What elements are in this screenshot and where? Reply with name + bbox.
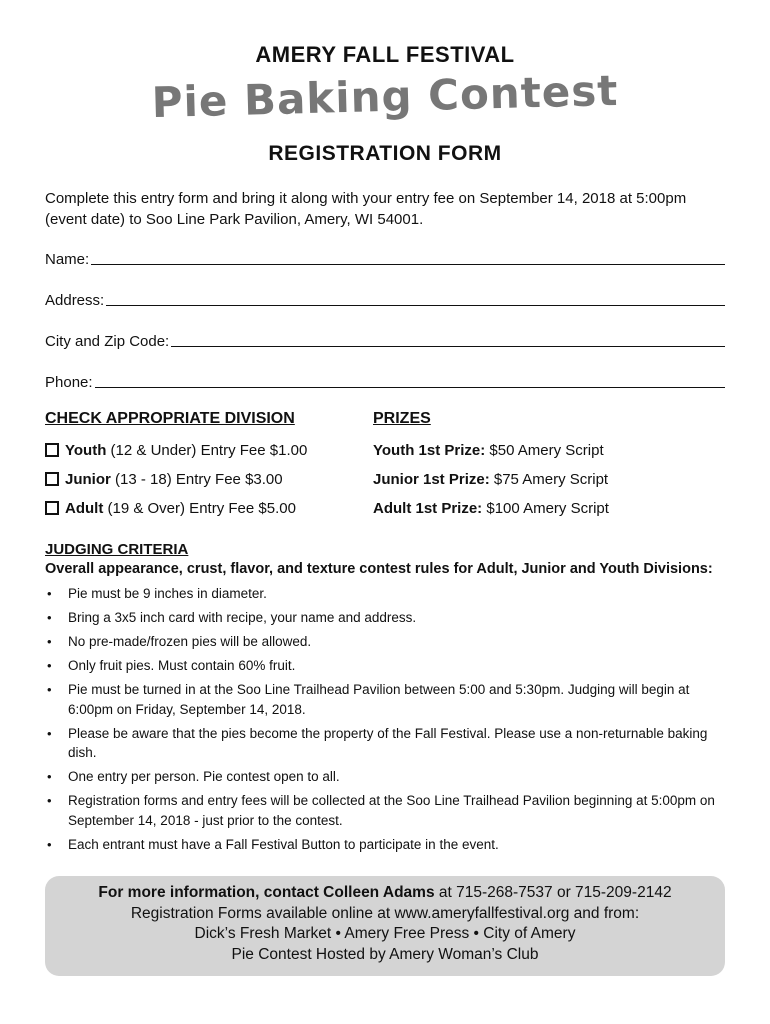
judging-subheading: Overall appearance, crust, flavor, and texture contest rules for Adult, Junior and Youth Divisions: bbox=[45, 561, 713, 577]
prize-youth bbox=[373, 440, 604, 462]
list-item bbox=[45, 584, 725, 604]
division-detail: (12 & Under) Entry Fee $1.00 bbox=[110, 442, 308, 459]
division-youth[interactable] bbox=[45, 440, 307, 462]
prize-value: $75 Amery Script bbox=[493, 471, 609, 488]
list-item bbox=[45, 608, 725, 628]
rule-text: Registration forms and entry fees will be collected at the Soo Line Trailhead Pavilion beginning at 5:00pm on September 14, 2018 - just prior to the contest. bbox=[68, 793, 715, 828]
name-field[interactable] bbox=[45, 246, 725, 268]
division-name: Youth bbox=[65, 442, 107, 459]
address-field[interactable] bbox=[45, 287, 725, 309]
bullet: • bbox=[47, 725, 52, 741]
judging-heading: JUDGING CRITERIA bbox=[45, 541, 189, 558]
prize-label: Adult 1st Prize: bbox=[373, 500, 483, 517]
phone-line[interactable] bbox=[95, 371, 725, 388]
rule-text: Pie must be 9 inches in diameter. bbox=[68, 586, 267, 601]
address-label: Address: bbox=[45, 292, 105, 309]
division-junior[interactable] bbox=[45, 469, 283, 491]
event-title: AMERY FALL FESTIVAL bbox=[255, 42, 515, 67]
list-item bbox=[45, 835, 725, 855]
rule-text: Each entrant must have a Fall Festival Button to participate in the event. bbox=[68, 836, 499, 852]
form-title: REGISTRATION FORM bbox=[268, 142, 502, 165]
host-line: Pie Contest Hosted by Amery Woman’s Club bbox=[231, 945, 539, 963]
division-heading: CHECK APPROPRIATE DIVISION bbox=[45, 410, 295, 427]
city-zip-field[interactable] bbox=[45, 328, 725, 350]
rule-text: Please be aware that the pies become the property of the Fall Festival. Please use a non-returnable baking dish. bbox=[68, 725, 708, 760]
list-item bbox=[45, 724, 725, 763]
division-adult[interactable] bbox=[45, 498, 296, 520]
adult-checkbox[interactable] bbox=[45, 501, 59, 515]
bullet: • bbox=[47, 586, 52, 601]
city-zip-label: City and Zip Code: bbox=[45, 333, 170, 350]
online-line: Registration Forms available online at www.ameryfallfestival.org and from: bbox=[130, 904, 640, 922]
bullet: • bbox=[47, 769, 52, 784]
phone-field[interactable] bbox=[45, 369, 725, 391]
contact-phones: at 715-268-7537 or 715-209-2142 bbox=[434, 884, 672, 901]
bullet: • bbox=[47, 634, 52, 649]
rule-text: Pie must be turned in at the Soo Line Trailhead Pavilion between 5:00 and 5:30pm. Judging will begin at 6:00pm on Friday, September 14, 2018. bbox=[68, 682, 690, 717]
bullet: • bbox=[47, 836, 52, 852]
prize-adult bbox=[373, 498, 609, 520]
rules-list bbox=[45, 584, 725, 859]
list-item bbox=[45, 632, 725, 652]
list-item bbox=[45, 680, 725, 719]
name-label: Name: bbox=[45, 251, 90, 268]
bullet: • bbox=[47, 682, 52, 697]
prizes-heading: PRIZES bbox=[373, 410, 431, 427]
bullet: • bbox=[47, 793, 52, 808]
bullet: • bbox=[47, 658, 52, 673]
intro-text: Complete this entry form and bring it along with your entry fee on September 14, 2018 at 5:00pm (event date) to Soo Line Park Pavilion, Amery, WI 54001. bbox=[45, 190, 687, 228]
contact-line bbox=[45, 883, 725, 904]
address-line[interactable] bbox=[106, 289, 725, 306]
division-name: Adult bbox=[65, 500, 104, 517]
youth-checkbox[interactable] bbox=[45, 443, 59, 457]
list-item bbox=[45, 767, 725, 787]
prize-value: $100 Amery Script bbox=[486, 500, 609, 517]
name-line[interactable] bbox=[91, 248, 725, 265]
division-detail: (19 & Over) Entry Fee $5.00 bbox=[107, 500, 296, 517]
prize-label: Youth 1st Prize: bbox=[373, 442, 486, 459]
contest-title: Pie Baking Contest bbox=[151, 65, 619, 128]
rule-text: One entry per person. Pie contest open to all. bbox=[68, 769, 340, 784]
list-item bbox=[45, 656, 725, 676]
division-detail: (13 - 18) Entry Fee $3.00 bbox=[115, 471, 283, 488]
list-item bbox=[45, 791, 725, 830]
bullet: • bbox=[47, 610, 52, 625]
city-zip-line[interactable] bbox=[171, 330, 725, 347]
rule-text: Only fruit pies. Must contain 60% fruit. bbox=[68, 658, 296, 673]
contact-name: For more information, contact Colleen Adams bbox=[98, 884, 435, 901]
locations-line: Dick’s Fresh Market • Amery Free Press • City of Amery bbox=[194, 925, 576, 942]
rule-text: Bring a 3x5 inch card with recipe, your name and address. bbox=[68, 610, 417, 625]
prize-label: Junior 1st Prize: bbox=[373, 471, 490, 488]
junior-checkbox[interactable] bbox=[45, 472, 59, 486]
prize-junior bbox=[373, 469, 608, 491]
phone-label: Phone: bbox=[45, 374, 93, 391]
info-box bbox=[45, 876, 725, 976]
prize-value: $50 Amery Script bbox=[489, 442, 604, 459]
rule-text: No pre-made/frozen pies will be allowed. bbox=[68, 634, 312, 649]
division-name: Junior bbox=[65, 471, 111, 488]
